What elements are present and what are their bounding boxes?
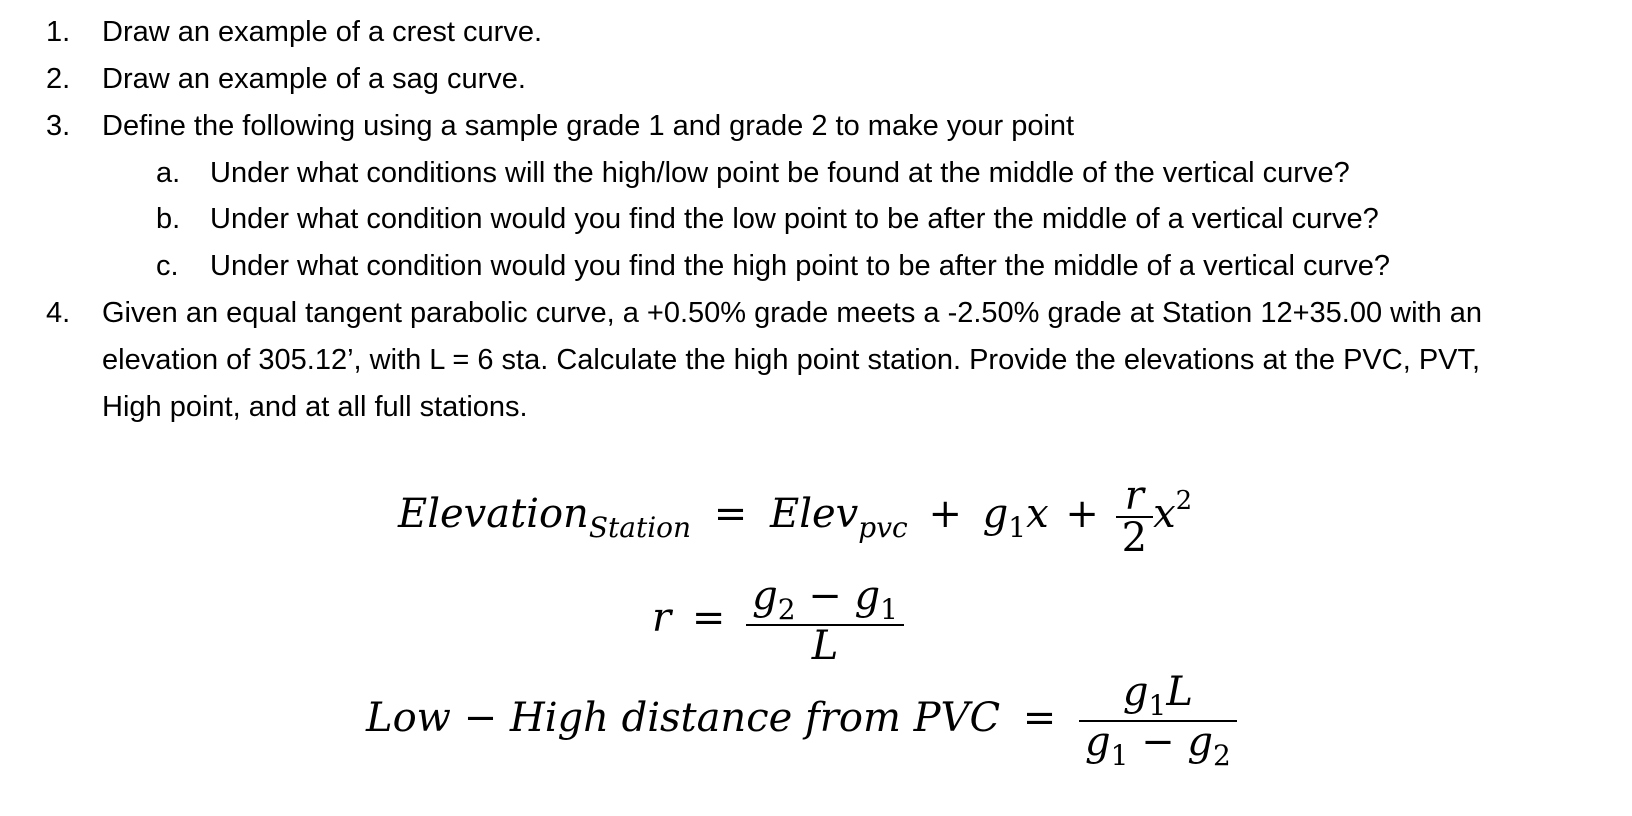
question-text: Define the following using a sample grade 1 and grade 2 to make your point <box>102 110 1075 142</box>
equals-sign: = <box>713 491 748 537</box>
x-variable: x <box>1026 491 1049 537</box>
elevation-formula <box>398 473 1193 561</box>
r-lhs: r <box>652 595 672 641</box>
fraction-numerator <box>746 573 904 626</box>
grade-symbol: g <box>1187 719 1213 765</box>
subitem-text: Under what condition would you find the high point to be after the middle of a vertical curve? <box>210 250 1391 282</box>
equals-sign: = <box>1022 695 1057 741</box>
subitem-letter: a. <box>156 157 181 189</box>
question-line-3: High point, and at all full stations. <box>102 391 528 423</box>
fraction-numerator: r <box>1116 476 1153 518</box>
r-formula <box>652 573 904 669</box>
fraction-denominator: 2 <box>1121 515 1148 561</box>
question-number: 3. <box>46 110 71 142</box>
length-symbol: L <box>1166 669 1193 715</box>
minus-sign: − <box>808 573 842 619</box>
subitem-text: Under what conditions will the high/low point be found at the middle of the vertical curve? <box>210 157 1350 189</box>
minus-sign: − <box>1141 719 1175 765</box>
equals-sign: = <box>691 595 726 641</box>
question-text: Draw an example of a crest curve. <box>102 16 543 48</box>
grade-symbol: g <box>1122 669 1149 715</box>
question-number: 2. <box>46 63 71 95</box>
r-over-2-fraction <box>1116 473 1153 561</box>
grade-subscript: 1 <box>1008 511 1027 544</box>
subitem-text: Under what condition would you find the low point to be after the middle of a vertical curve? <box>210 203 1379 235</box>
subitem-letter: b. <box>156 203 181 235</box>
high-low-distance-formula <box>366 669 1237 772</box>
fraction-numerator <box>1079 669 1237 722</box>
elevation-lhs-subscript: Station <box>588 511 692 544</box>
grade-symbol: g <box>854 573 881 619</box>
question-text: Draw an example of a sag curve. <box>102 63 526 95</box>
question-number: 4. <box>46 297 71 329</box>
grade-symbol: g <box>1085 719 1111 765</box>
question-number: 1. <box>46 16 71 48</box>
grade-subscript: 2 <box>777 593 796 626</box>
fraction-denominator <box>1079 719 1237 772</box>
grade-subscript: 2 <box>1213 739 1231 772</box>
grade-symbol: g <box>982 491 1009 537</box>
distance-fraction <box>1079 669 1237 772</box>
grade-difference-fraction <box>746 573 904 669</box>
x-variable: x <box>1153 491 1176 537</box>
grade-subscript: 1 <box>1148 689 1167 722</box>
subitem-letter: c. <box>156 250 179 282</box>
elev-term-subscript: pvc <box>858 511 908 544</box>
question-line-1: Given an equal tangent parabolic curve, a +0.50% grade meets a -2.50% grade at Station 12+35.00 with an <box>102 297 1483 329</box>
elev-term: Elev <box>770 491 859 537</box>
plus-sign: + <box>1065 491 1099 537</box>
fraction-denominator: L <box>811 623 839 669</box>
grade-subscript: 1 <box>880 593 898 626</box>
question-line-2: elevation of 305.12’, with L = 6 sta. Calculate the high point station. Provide the elevations at the PVC, PVT, <box>102 344 1481 376</box>
grade-subscript: 1 <box>1110 739 1129 772</box>
exponent: 2 <box>1175 486 1193 516</box>
grade-symbol: g <box>752 573 778 619</box>
elevation-lhs: Elevation <box>398 491 589 537</box>
distance-lhs: Low − High distance from PVC <box>366 695 1001 741</box>
plus-sign: + <box>928 491 962 537</box>
